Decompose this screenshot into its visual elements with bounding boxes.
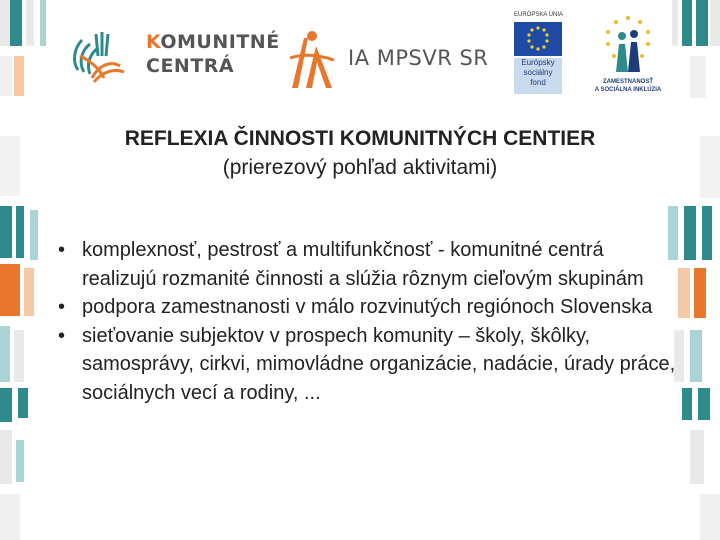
eu-fund-box: [514, 58, 562, 94]
left-stripe-pale-5: [14, 330, 24, 382]
zamestnanost-inkluzia-logo: [588, 14, 668, 98]
eu-logo-top-text: EURÓPSKA ÚNIA: [514, 12, 564, 18]
left-stripe-pale-7: [0, 494, 20, 540]
left-stripe-pale-1: [0, 0, 10, 46]
ia-mpsvr-logo: [282, 28, 492, 92]
left-stripe-pale-2: [26, 0, 34, 46]
ia-emblem-icon: [282, 28, 342, 92]
right-stripe-teal-1: [682, 0, 692, 46]
right-stripe-pale-2: [710, 0, 720, 46]
komunitne-logo-rest: OMUNITNÉ: [160, 31, 280, 53]
slide-title: [80, 124, 640, 182]
bullet-text: podpora zamestnanosti v málo rozvinutých regiónoch Slovenska: [82, 296, 653, 318]
left-stripe-orange-1: [14, 56, 24, 96]
bullet-item: [56, 322, 676, 408]
bullet-marker: •: [58, 324, 66, 347]
left-stripe-teal-6: [0, 326, 10, 382]
komunitne-centra-logo: [68, 26, 278, 90]
eu-fund-line2: sociálny: [523, 68, 553, 77]
left-stripe-teal-7: [0, 388, 12, 422]
inkluzia-text: A SOCIÁLNA INKLÚZIA: [594, 87, 662, 93]
komunitne-logo-line1: [146, 30, 280, 54]
right-stripe-orange-1: [678, 268, 690, 318]
right-stripe-teal-8: [698, 388, 710, 420]
right-stripe-pale-3: [690, 56, 706, 98]
left-stripe-teal-9: [16, 440, 24, 482]
bullet-text: komplexnosť, pestrosť a multifunkčnosť - komunitné centrá realizujú rozmanité činnosti a slúžia rôznym cieľovým skupinám: [82, 239, 644, 290]
left-stripe-teal-2: [40, 0, 46, 46]
left-stripe-teal-1: [10, 0, 22, 46]
bullet-item: [56, 236, 676, 293]
bullet-text: sieťovanie subjektov v prospech komunity – školy, škôlky, samosprávy, cirkvi, mimovládne organizácie, nadácie, úrady práce, sociálnych vecí a rodiny, ...: [82, 324, 676, 404]
komunitne-logo-line2: CENTRÁ: [146, 55, 235, 77]
slide-title-line1: REFLEXIA ČINNOSTI KOMUNITNÝCH CENTIER: [124, 127, 596, 150]
left-stripe-pale-6: [0, 430, 12, 484]
left-stripe-pale-4: [0, 136, 20, 196]
left-stripe-teal-5: [30, 210, 38, 260]
right-stripe-pale-6: [690, 430, 704, 484]
zamestnanost-text: ZAMESTNANOSŤ: [603, 79, 653, 85]
bullet-marker: •: [58, 239, 66, 261]
eu-fund-line3: fond: [530, 78, 546, 87]
komunitne-logo-k: K: [146, 31, 161, 53]
right-stripe-pale-7: [700, 494, 720, 540]
right-stripe-teal-5: [702, 206, 712, 260]
left-stripe-teal-3: [0, 206, 12, 258]
bullet-marker: •: [58, 296, 66, 318]
right-stripe-teal-4: [684, 206, 696, 260]
left-stripe-orange-3: [24, 268, 34, 316]
people-stars-icon: [588, 14, 668, 76]
eu-flag-icon: [514, 22, 562, 56]
right-stripe-teal-2: [696, 0, 708, 46]
left-stripe-orange-2: [0, 264, 20, 316]
left-stripe-teal-4: [16, 206, 24, 258]
bullet-item: [56, 293, 676, 322]
left-stripe-pale-3: [0, 56, 12, 96]
right-stripe-pale-4: [700, 136, 720, 198]
right-stripe-teal-7: [682, 388, 692, 420]
slide-subtitle: (prierezový pohľad aktivitami): [222, 156, 498, 179]
bullet-list: [56, 236, 676, 407]
ia-mpsvr-text: IA MPSVR SR: [348, 46, 489, 70]
hands-icon: [68, 26, 130, 86]
eu-social-fund-logo: [510, 12, 566, 96]
right-stripe-orange-2: [694, 268, 706, 318]
right-stripe-pale-1: [672, 0, 678, 46]
right-stripe-teal-6: [690, 330, 702, 382]
left-stripe-teal-8: [18, 388, 28, 418]
eu-fund-line1: Európsky: [521, 58, 555, 67]
